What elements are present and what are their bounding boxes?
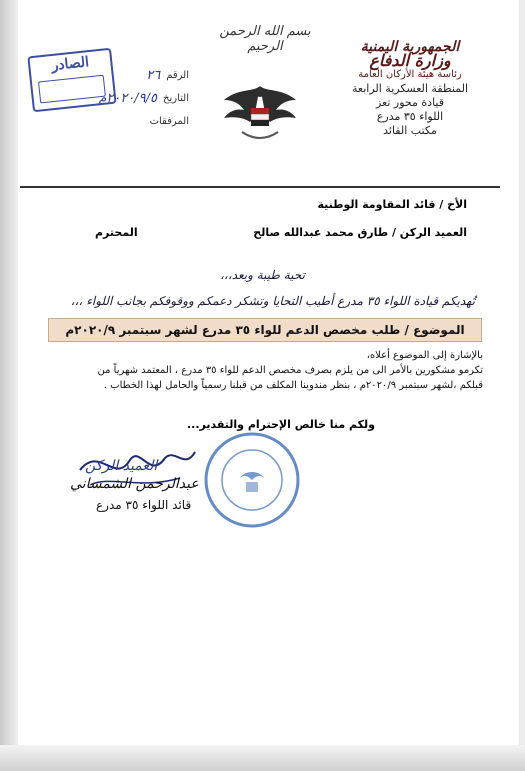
region-name: المنطقة العسكرية الرابعة xyxy=(352,82,468,95)
stamp-label: الصادر xyxy=(50,54,90,75)
addressee-title: الأخ / قائد المقاومة الوطنية xyxy=(317,198,467,211)
body-line: تكرمو مشكورين بالأمر الى من يلزم بصرف مخصص الدعم للواء ٣٥ مدرع ، المعتمد شهرياً من xyxy=(97,365,483,376)
subject-line: الموضوع / طلب مخصص الدعم للواء ٣٥ مدرع لشهر سبتمبر ٢٠٢٠/٩م xyxy=(48,318,482,342)
attach-label: المرفقات xyxy=(149,116,189,127)
ref-attach-row xyxy=(24,110,189,133)
letter-body xyxy=(43,348,483,393)
signatory-name: عبدالرحمن الشمساني xyxy=(70,476,199,492)
stamp-inner-box xyxy=(38,75,106,104)
closing-line: ولكم منا خالص الإحترام والتقدير... xyxy=(187,418,375,431)
body-line: قبلكم ،لشهر سبتمبر ٢٠٢٠/٩م ، بنظر مندوبنا المكلف من قبلنا رسمياً والحامل لهذا الخطاب . xyxy=(103,380,483,391)
axis-command: قيادة محور تعز xyxy=(375,96,444,109)
signatory-rank: العميد الركن xyxy=(85,458,158,474)
addressee-name: العميد الركن / طارق محمد عبدالله صالح xyxy=(253,226,467,239)
outgoing-stamp xyxy=(27,48,116,112)
ministry-name: وزارة الدفاع xyxy=(369,51,451,70)
greeting: تحية طيبة وبعد،،، xyxy=(220,268,305,282)
date-value: ٢٠٢٠/٩/٥م xyxy=(98,91,158,106)
respect-label: المحترم xyxy=(95,226,138,239)
official-seal-icon xyxy=(202,430,302,530)
header-divider xyxy=(20,186,500,188)
date-label: التاريخ xyxy=(163,93,189,104)
ref-value: ٢٦ xyxy=(146,68,161,83)
signatory-title: قائد اللواء ٣٥ مدرع xyxy=(96,498,192,512)
page-shadow-bottom xyxy=(0,745,525,771)
page-shadow-right xyxy=(519,0,525,771)
country-name: الجمهورية اليمنية xyxy=(360,39,460,55)
intro-line: تُهديكم قيادة اللواء ٣٥ مدرع أطيب التحايا وتشكر دعمكم ووقوفكم بجانب اللواء ،،، xyxy=(70,294,475,308)
eagle-emblem-icon xyxy=(218,78,302,148)
body-line: بالإشارة إلى الموضوع أعلاه، xyxy=(366,350,483,361)
ref-label: الرقم xyxy=(166,70,189,81)
commander-office: مكتب القائد xyxy=(383,124,437,137)
basmala: بسم الله الرحمن الرحيم xyxy=(219,24,311,54)
letterhead-right xyxy=(325,40,495,138)
brigade-name: اللواء ٣٥ مدرع xyxy=(376,110,444,123)
page-shadow-left xyxy=(0,0,18,771)
staff-name: رئاسة هيئة الأركان العامة xyxy=(358,69,462,80)
